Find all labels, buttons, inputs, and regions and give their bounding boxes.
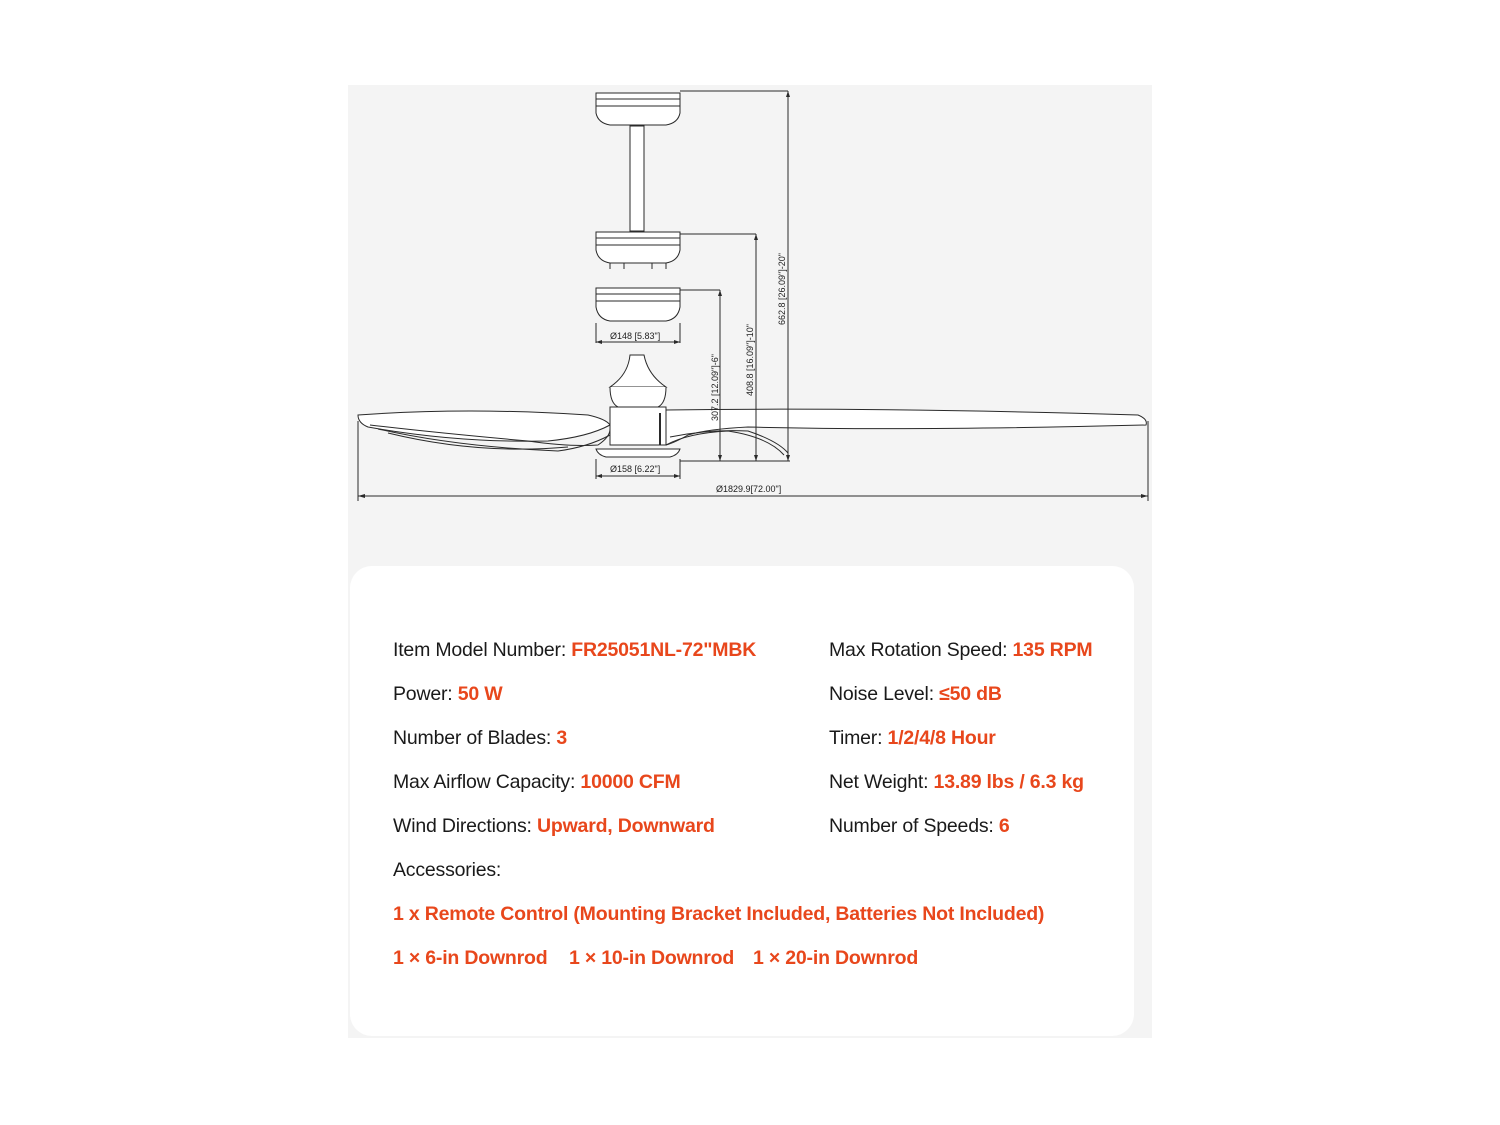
spec-value: 13.89 lbs / 6.3 kg (933, 771, 1084, 793)
spec-label: Power: (393, 683, 458, 705)
spec-value: 50 W (457, 683, 503, 705)
spec-label: Max Rotation Speed: (829, 639, 1013, 661)
accessory-downrod-10in: 1 × 10-in Downrod (569, 947, 735, 969)
spec-label: Number of Speeds: (829, 815, 999, 837)
spec-value: FR25051NL-72"MBK (571, 639, 757, 661)
spec-label: Item Model Number: (393, 639, 572, 661)
spec-noise-level (829, 682, 1002, 706)
spec-value: 10000 CFM (580, 771, 681, 793)
fan-diameter-label: Ø1829.9[72.00"] (716, 484, 782, 494)
spec-airflow (393, 770, 681, 794)
motor-neck (610, 355, 666, 387)
accessory-remote: 1 x Remote Control (Mounting Bracket Included, Batteries Not Included) (393, 903, 1045, 925)
accessory-downrod-6in: 1 × 6-in Downrod (393, 947, 548, 969)
height-6in-label: 307.2 [12.09"]-6" (710, 354, 720, 421)
spec-net-weight (829, 770, 1084, 794)
height-20in-label: 662.8 [26.09"]-20" (777, 253, 787, 325)
spec-label: Noise Level: (829, 683, 940, 705)
accessory-downrod-20in: 1 × 20-in Downrod (753, 947, 919, 969)
spec-value: 135 RPM (1012, 639, 1093, 661)
spec-rotation-speed (829, 638, 1092, 662)
spec-power (393, 682, 502, 706)
accessories-heading: Accessories: (393, 859, 502, 881)
canopy-diameter-label: Ø148 [5.83"] (610, 331, 661, 341)
spec-label: Net Weight: (829, 771, 934, 793)
canopy-middle (596, 232, 680, 263)
fan-dimension-drawing (348, 85, 1152, 565)
spec-label: Timer: (829, 727, 888, 749)
light-diameter-label: Ø158 [6.22"] (610, 464, 661, 474)
fan-technical-drawing (348, 85, 1152, 565)
spec-value: 1/2/4/8 Hour (887, 727, 996, 749)
spec-item-model (393, 638, 756, 662)
spec-label: Number of Blades: (393, 727, 557, 749)
blade-right (666, 409, 1146, 445)
downrod (630, 126, 644, 231)
spec-card (350, 566, 1134, 1036)
spec-value: ≤50 dB (939, 683, 1002, 705)
light-kit (596, 449, 680, 457)
spec-speeds (829, 814, 1009, 838)
spec-label: Wind Directions: (393, 815, 537, 837)
height-10in-label: 408.8 [16.09"]-10" (745, 324, 755, 396)
spec-value: 3 (556, 727, 567, 749)
spec-value: Upward, Downward (536, 815, 715, 837)
spec-value: 6 (998, 815, 1010, 837)
spec-blades (393, 726, 567, 750)
canopy-lower (596, 288, 680, 321)
spec-timer (829, 726, 996, 750)
spec-label: Max Airflow Capacity: (393, 771, 581, 793)
spec-wind-directions (393, 814, 715, 838)
canopy-top (596, 93, 680, 125)
motor-housing (610, 407, 666, 445)
